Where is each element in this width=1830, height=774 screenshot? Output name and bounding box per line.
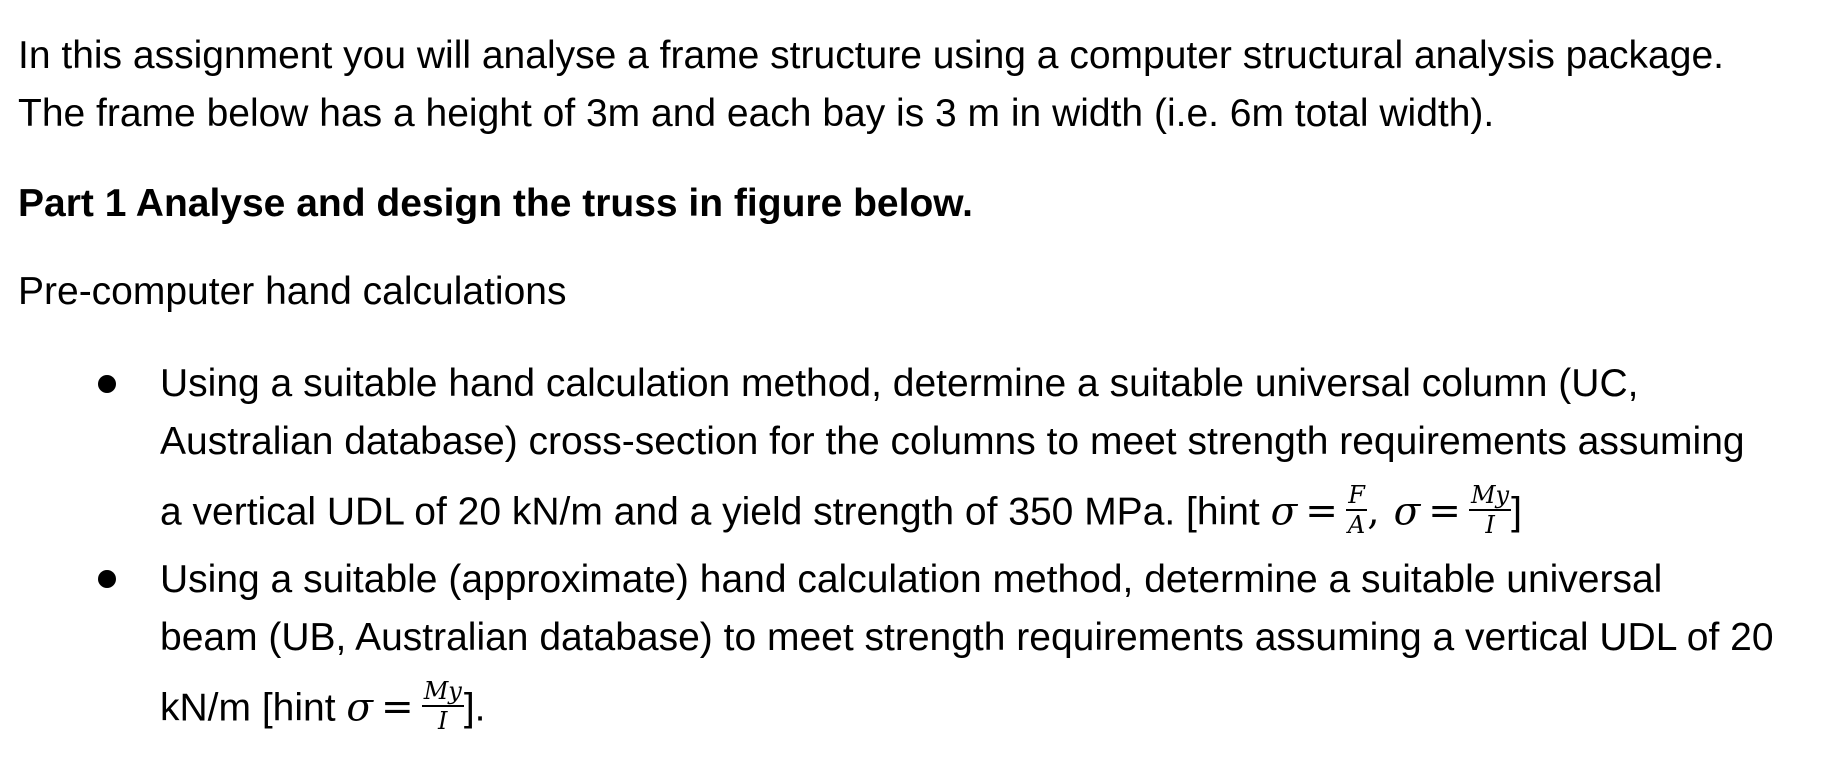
intro-line-2: The frame below has a height of 3m and each bay is 3 m in width (i.e. 6m total width). xyxy=(18,92,1495,135)
sigma-symbol: σ xyxy=(1393,489,1421,535)
fraction-denominator: I xyxy=(1485,511,1495,539)
equals-sign: = xyxy=(381,685,414,731)
bullet-1-line-1: Using a suitable hand calculation method, determine a suitable universal column (UC, xyxy=(160,362,1639,405)
bullet-2-line-1: Using a suitable (approximate) hand calculation method, determine a suitable universal xyxy=(160,558,1663,601)
equals-sign: = xyxy=(1428,489,1461,535)
bullet-1-line-3 xyxy=(160,481,1522,543)
bullet-1-line-2: Australian database) cross-section for the columns to meet strength requirements assuming xyxy=(160,420,1745,463)
sigma-symbol: σ xyxy=(346,685,373,731)
fraction-my-over-i xyxy=(1469,481,1511,539)
fraction-numerator: My xyxy=(1470,481,1510,509)
fraction-my-over-i xyxy=(422,677,464,735)
fraction-f-over-a xyxy=(1346,481,1367,539)
closing-bracket: ]. xyxy=(463,686,486,730)
fraction-numerator: F xyxy=(1346,481,1367,511)
bullet-2-line-3 xyxy=(160,677,486,739)
bullet-1-line-3-text: a vertical UDL of 20 kN/m and a yield strength of 350 MPa. [hint xyxy=(160,490,1271,534)
closing-bracket: ] xyxy=(1511,490,1522,534)
fraction-denominator: I xyxy=(438,707,448,735)
bullet-icon xyxy=(98,570,116,588)
fraction-denominator: A xyxy=(1347,511,1366,539)
sigma-symbol: σ xyxy=(1270,489,1298,535)
part-1-heading: Part 1 Analyse and design the truss in figure below. xyxy=(18,182,973,225)
equals-sign: = xyxy=(1305,489,1338,535)
fraction-numerator: My xyxy=(423,677,462,705)
bullet-2-line-3-text: kN/m [hint xyxy=(160,686,347,730)
bullet-icon xyxy=(98,375,116,393)
intro-line-1: In this assignment you will analyse a frame structure using a computer structural analysis package. xyxy=(18,34,1724,77)
bullet-2-line-2: beam (UB, Australian database) to meet strength requirements assuming a vertical UDL of 20 xyxy=(160,616,1774,659)
section-title: Pre-computer hand calculations xyxy=(18,270,567,313)
comma: , xyxy=(1367,489,1380,535)
